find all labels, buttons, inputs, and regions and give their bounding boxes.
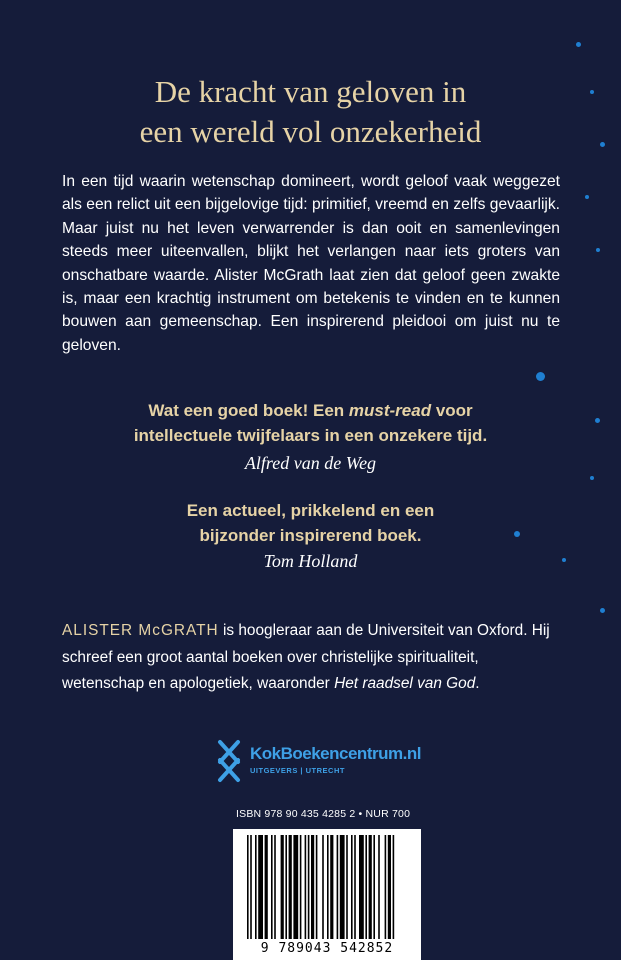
quote-1-author: Alfred van de Weg [244, 453, 377, 473]
quote-1-text-a: Wat een goed boek! Een [148, 401, 349, 420]
author-book-title: Het raadsel van God [334, 675, 476, 692]
headline-line-2: een wereld vol onzekerheid [139, 114, 482, 149]
cover-headline [0, 72, 621, 152]
author-name: ALISTER McGRATH [62, 622, 219, 639]
barcode-icon [233, 829, 421, 941]
publisher-logo [214, 738, 434, 786]
quote-1-emphasis: must-read [348, 401, 432, 420]
endorsement-quote-2 [0, 498, 621, 548]
headline-line-1: De kracht van geloven in [154, 74, 467, 109]
quote-1-line-2: intellectuele twijfelaars in een onzekere tijd. [133, 426, 488, 445]
barcode-panel [233, 829, 421, 960]
quote-2-line-2: bijzonder inspirerend boek. [199, 526, 422, 545]
quote-2-line-1: Een actueel, prikkelend en een [186, 501, 435, 520]
quote-1-text-b: voor [431, 401, 473, 420]
quote-1-line-1 [0, 398, 621, 423]
kbc-logo-icon [214, 738, 244, 784]
publisher-subtitle: UITGEVERS | UTRECHT [250, 766, 345, 775]
author-bio [62, 618, 562, 698]
isbn-nur-line: ISBN 978 90 435 4285 2 • NUR 700 [236, 808, 411, 820]
author-bio-text-2: . [475, 675, 480, 692]
publisher-name: KokBoekencentrum.nl [250, 744, 421, 763]
barcode-digits: 9 789043 542852 [260, 941, 394, 956]
author-bio-text-1: is hoogleraar aan de Universiteit van Oxford. Hij schreef een groot aantal boeken over christelijke spiritualiteit, wetenschap en apologetiek, waaronder [62, 622, 550, 692]
book-blurb: In een tijd waarin wetenschap domineert, wordt geloof vaak weggezet als een relict uit een bijgelovige tijd: primitief, vreemd en zelfs gevaarlijk. Maar juist nu het leven verwarrender is dan ooit en samenlevingen steeds meer uiteenvallen, blijkt het verlangen naar iets groters van onschatbare waarde. Alister McGrath laat zien dat geloof geen zwakte is, maar een krachtig instrument om betekenis te vinden en te kunnen bouwen aan gemeenschap. Een inspirerend pleidooi om juist nu te geloven. [62, 173, 560, 354]
quote-2-author: Tom Holland [263, 551, 358, 571]
endorsement-quote-1 [0, 398, 621, 448]
